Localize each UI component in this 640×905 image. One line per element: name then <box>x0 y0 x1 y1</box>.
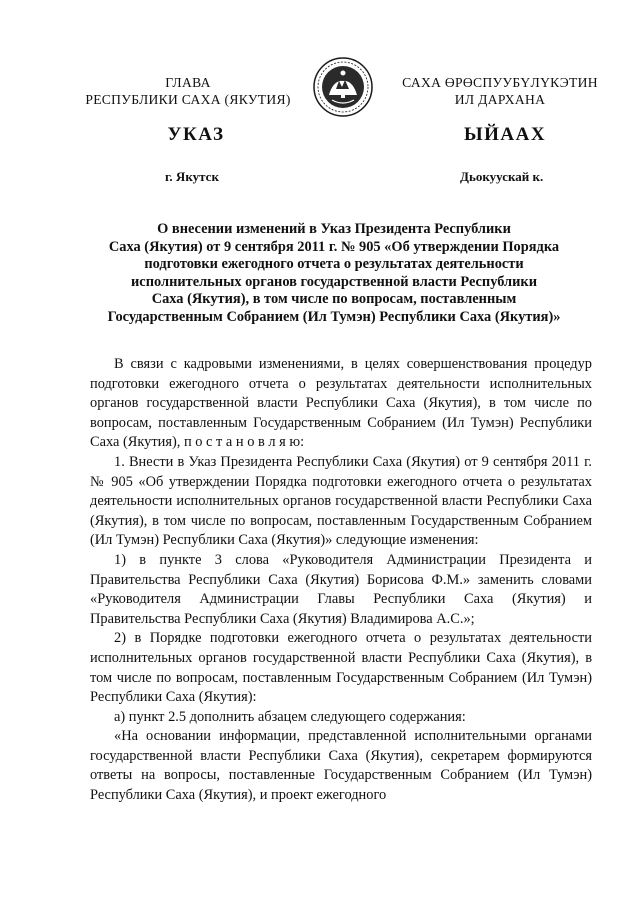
issuer-republic: РЕСПУБЛИКИ САХА (ЯКУТИЯ) <box>85 92 291 107</box>
heading-line: Саха (Якутия), в том числе по вопросам, поставленным <box>151 291 517 308</box>
preamble-paragraph: В связи с кадровыми изменениями, в целях совершенствования процедур подготовки ежегодного отчета о результатах деятельности исполнительных органов государственной власти Республики Саха (Якутия), в том числе по вопросам, поставленным Государственным Собранием (Ил Тумэн) Республики Саха (Якутия), п о с т а н о в л я ю: <box>90 356 592 451</box>
clause-paragraph: «На основании информации, представленной исполнительными органами государственной власти Республики Саха (Якутия), секретарем формируются ответы на вопросы, поставленные Государственным Собранием (Ил Тумэн) Республики Саха (Якутия), и проект ежегодного <box>90 728 592 804</box>
issuer-title: ГЛАВА <box>165 75 211 90</box>
issuer-block-russian <box>74 74 302 108</box>
place-yakut: Дьокуускай к. <box>460 169 544 184</box>
clause-paragraph: 2) в Порядке подготовки ежегодного отчета о результатах деятельности исполнительных органов государственной власти Республики Саха (Якутия), в том числе по вопросам, поставленным Государственным Собранием (Ил Тумэн) Республики Саха (Якутия): <box>90 630 592 706</box>
issuer-republic-yakut: САХА ӨРӨСПУУБҮЛҮКЭТИН <box>402 75 598 90</box>
clause-paragraph: 1) в пункте 3 слова «Руководителя Администрации Президента и Правительства Республики Саха (Якутия) Борисова Ф.М.» заменить словами «Руководителя Администрации Главы Республики Саха (Якутия) и Правительства Республики Саха (Якутия) Владимирова А.С.»; <box>90 551 592 627</box>
heading-line: исполнительных органов государственной власти Республики <box>131 273 537 290</box>
heading-line: Государственным Собранием (Ил Тумэн) Республики Саха (Якутия)» <box>107 308 561 325</box>
decree-body <box>90 355 592 806</box>
clause-paragraph: 1. Внести в Указ Президента Республики Саха (Якутия) от 9 сентября 2011 г. № 905 «Об утверждении Порядка подготовки ежегодного отчета о результатах деятельности исполнительных органов государственной власти Республики Саха (Якутия), в том числе по вопросам, поставленным Государственным Собранием (Ил Тумэн) Республики Саха (Якутия)» следующие изменения: <box>90 453 592 549</box>
issuer-block-yakut <box>388 74 612 108</box>
coat-of-arms-emblem <box>312 56 374 118</box>
heading-line: О внесении изменений в Указ Президента Республики <box>157 221 511 237</box>
clause-paragraph: а) пункт 2.5 дополнить абзацем следующего содержания: <box>114 708 466 725</box>
document-type-yakut: ЫЙААХ <box>463 124 547 145</box>
issuer-title-yakut: ИЛ ДАРХАНА <box>454 92 546 107</box>
document-type-russian: УКАЗ <box>167 124 225 145</box>
heading-line: Саха (Якутия) от 9 сентября 2011 г. № 905 «Об утверждении Порядка <box>108 238 560 255</box>
heading-line: подготовки ежегодного отчета о результатах деятельности <box>144 256 524 273</box>
decree-heading <box>84 221 584 327</box>
place-russian: г. Якутск <box>165 169 219 184</box>
